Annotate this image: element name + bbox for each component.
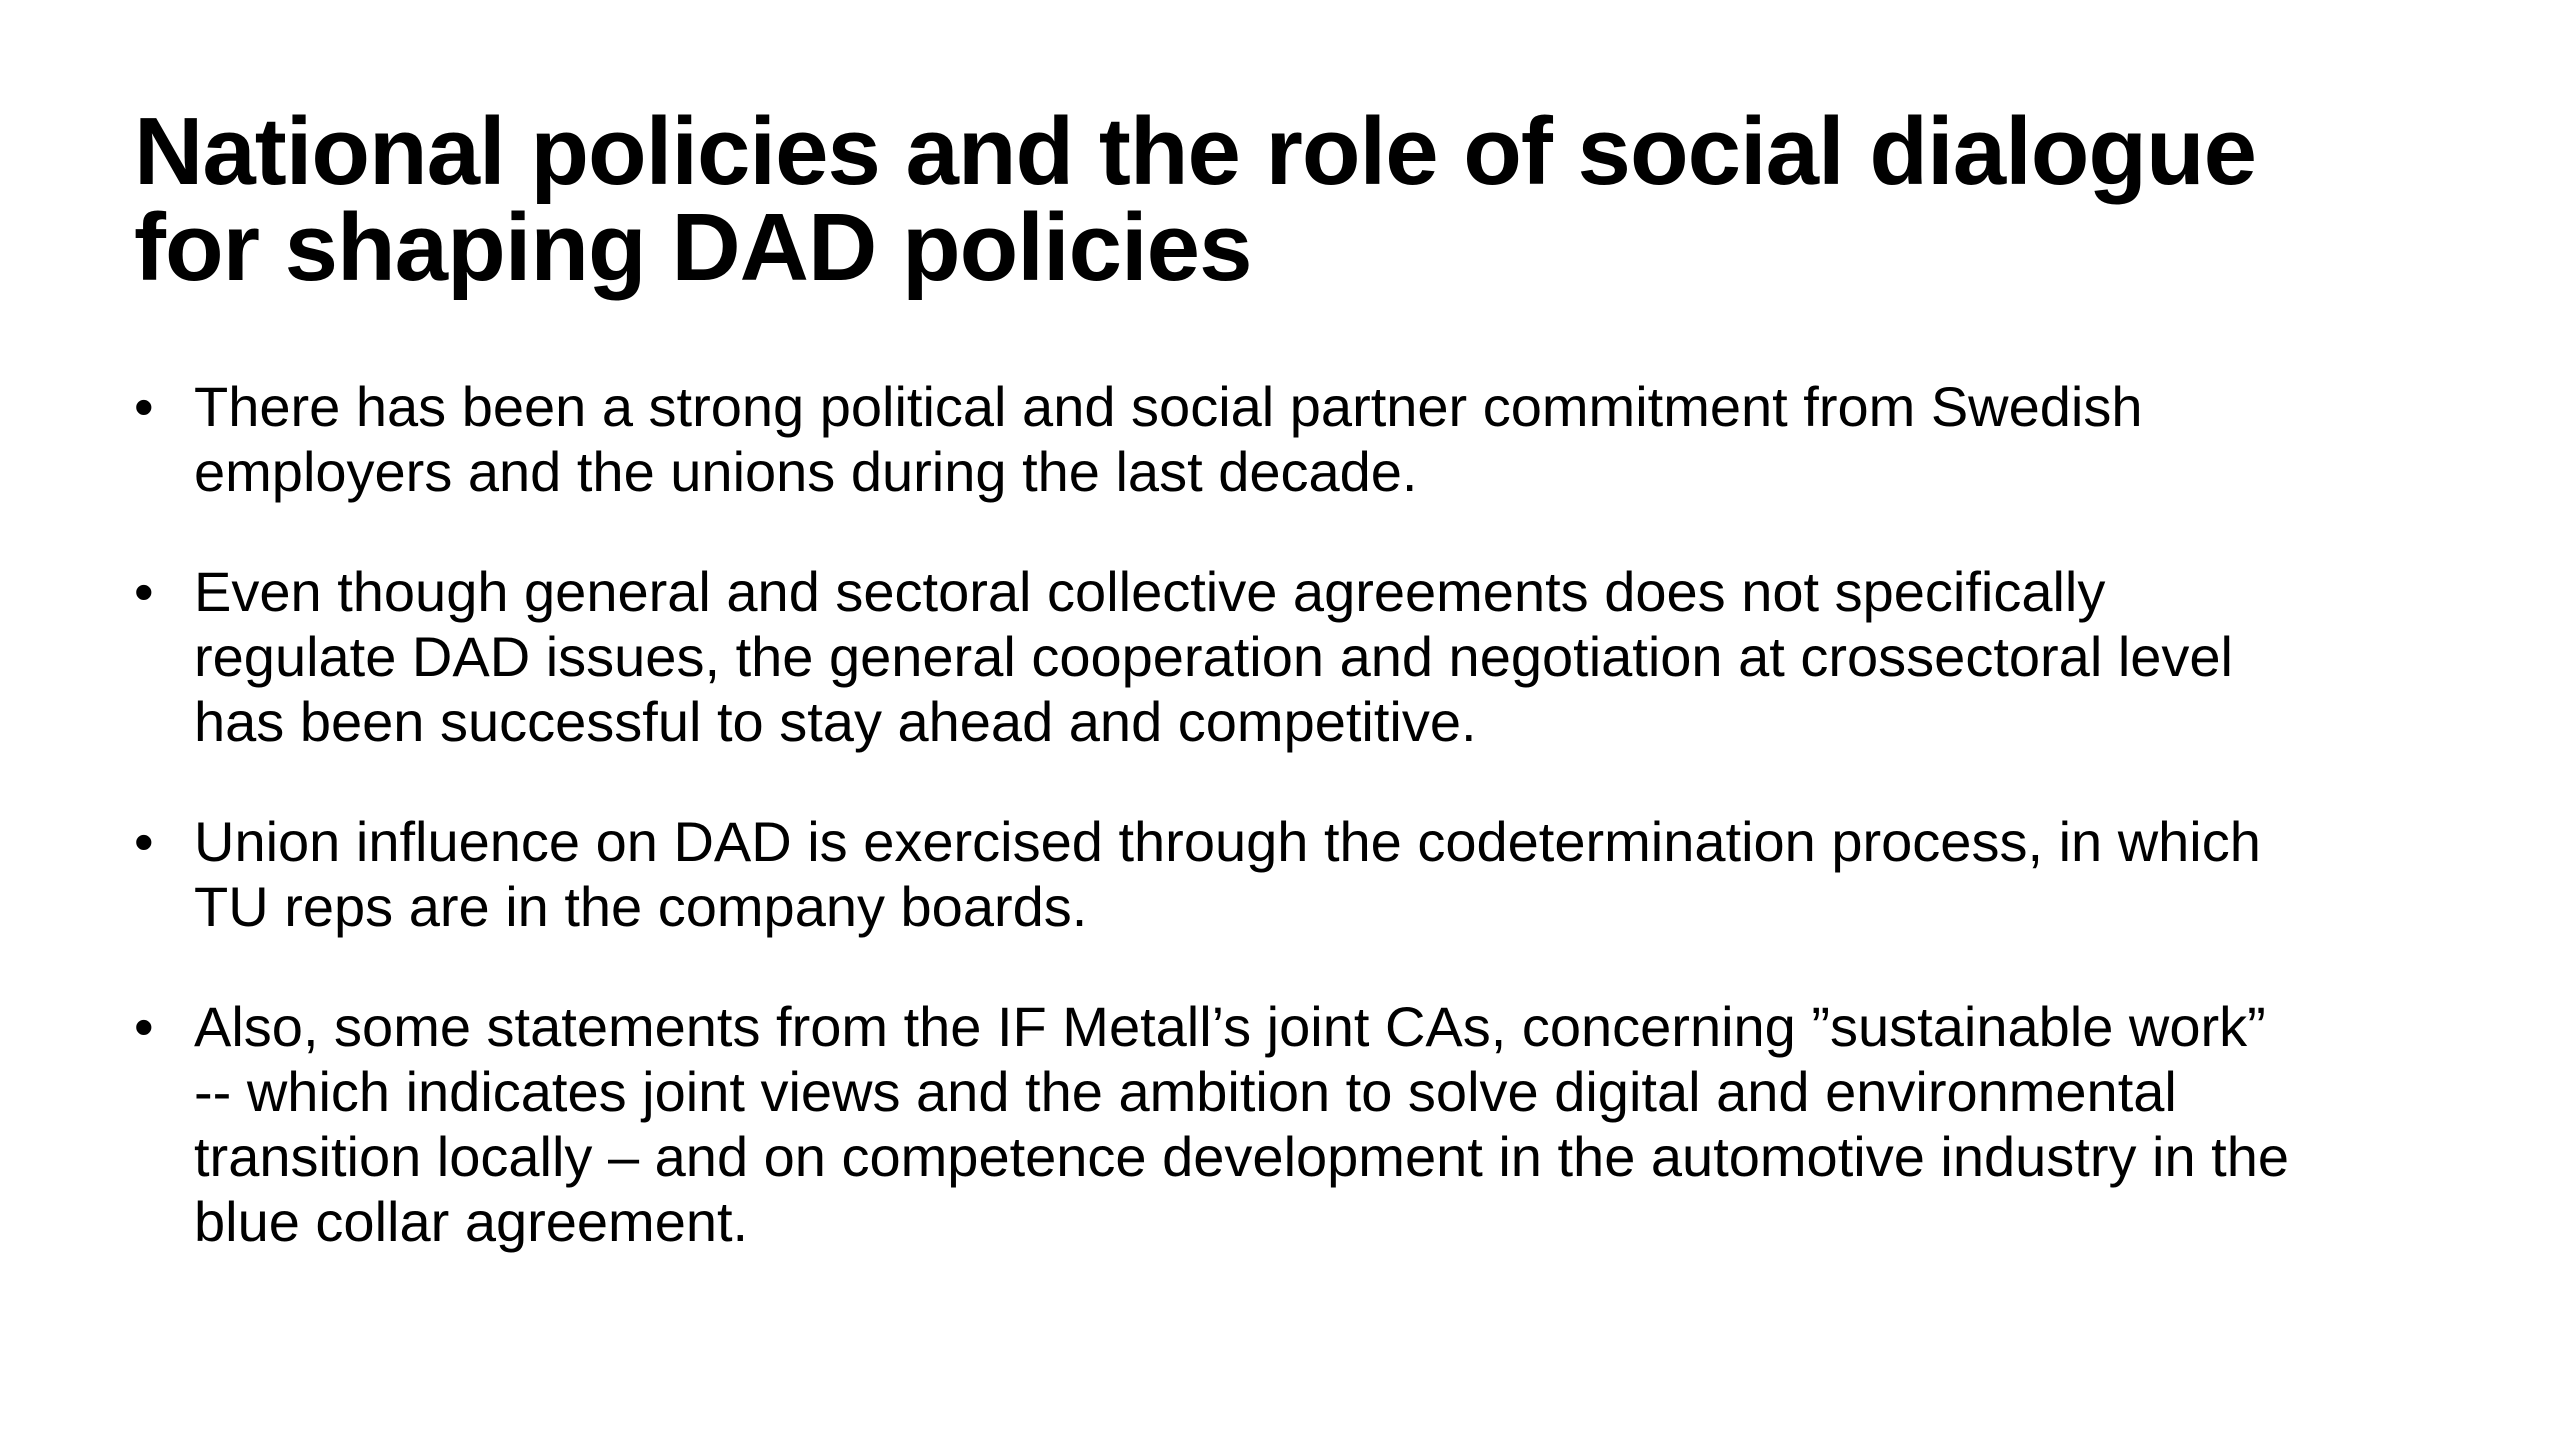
bullet-text-line: Even though general and sectoral collective agreements does not specifically bbox=[194, 560, 2106, 623]
bullet-text-line: TU reps are in the company boards. bbox=[194, 875, 1088, 938]
bullet-text-line: regulate DAD issues, the general cooperation and negotiation at crossectoral level bbox=[194, 625, 2233, 688]
title-line: for shaping DAD policies bbox=[134, 194, 1252, 301]
bullet-item bbox=[134, 809, 2454, 939]
bullet-text-line: blue collar agreement. bbox=[194, 1190, 749, 1253]
slide-title bbox=[134, 98, 2434, 301]
bullet-dot-icon: • bbox=[134, 375, 154, 438]
bullet-dot-icon: • bbox=[134, 995, 154, 1058]
title-line: National policies and the role of social dialogue bbox=[134, 98, 2257, 205]
bullet-text-line: -- which indicates joint views and the ambition to solve digital and environmental bbox=[194, 1060, 2177, 1123]
bullet-dot-icon: • bbox=[134, 560, 154, 623]
bullet-item bbox=[134, 559, 2454, 754]
bullet-text-line: Also, some statements from the IF Metall’s joint CAs, concerning ”sustainable work” bbox=[194, 995, 2266, 1058]
bullet-text-line: There has been a strong political and social partner commitment from Swedish bbox=[194, 375, 2143, 438]
bullet-list bbox=[134, 374, 2454, 1309]
bullet-text-line: employers and the unions during the last decade. bbox=[194, 440, 1418, 503]
bullet-item bbox=[134, 994, 2454, 1254]
bullet-item bbox=[134, 374, 2454, 504]
bullet-text-line: Union influence on DAD is exercised through the codetermination process, in which bbox=[194, 810, 2261, 873]
bullet-text-line: has been successful to stay ahead and competitive. bbox=[194, 690, 1477, 753]
bullet-text-line: transition locally – and on competence development in the automotive industry in the bbox=[194, 1125, 2290, 1188]
bullet-dot-icon: • bbox=[134, 810, 154, 873]
